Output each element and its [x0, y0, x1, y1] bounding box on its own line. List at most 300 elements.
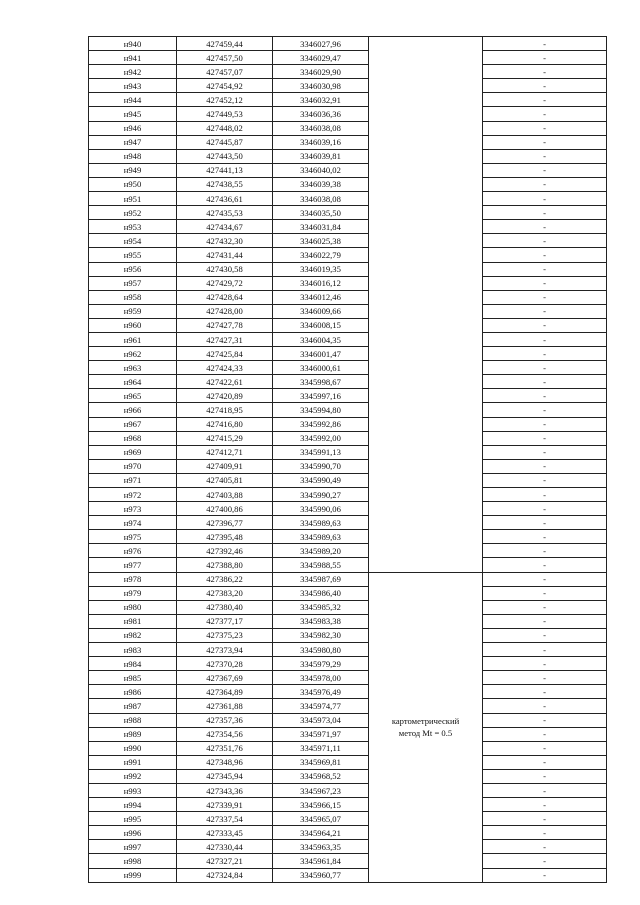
point-id-cell: н940: [89, 37, 177, 51]
x-coordinate-cell: 427403,88: [177, 488, 273, 502]
y-coordinate-cell: 3345991,13: [273, 445, 369, 459]
point-id-cell: н945: [89, 107, 177, 121]
error-value-cell: -: [483, 558, 607, 572]
x-coordinate-cell: 427357,36: [177, 713, 273, 727]
error-value-cell: -: [483, 572, 607, 586]
x-coordinate-cell: 427395,48: [177, 530, 273, 544]
table-row: [89, 502, 607, 516]
x-coordinate-cell: 427415,29: [177, 431, 273, 445]
point-id-cell: н993: [89, 783, 177, 797]
error-value-cell: -: [483, 107, 607, 121]
x-coordinate-cell: 427351,76: [177, 741, 273, 755]
x-coordinate-cell: 427367,69: [177, 671, 273, 685]
x-coordinate-cell: 427412,71: [177, 445, 273, 459]
error-value-cell: -: [483, 586, 607, 600]
y-coordinate-cell: 3345986,40: [273, 586, 369, 600]
y-coordinate-cell: 3345966,15: [273, 798, 369, 812]
y-coordinate-cell: 3346025,38: [273, 234, 369, 248]
y-coordinate-cell: 3345982,30: [273, 628, 369, 642]
point-id-cell: н942: [89, 65, 177, 79]
table-row: [89, 79, 607, 93]
table-row: [89, 290, 607, 304]
y-coordinate-cell: 3345965,07: [273, 812, 369, 826]
point-id-cell: н944: [89, 93, 177, 107]
point-id-cell: н973: [89, 502, 177, 516]
table-row: [89, 107, 607, 121]
point-id-cell: н989: [89, 727, 177, 741]
table-row: [89, 192, 607, 206]
y-coordinate-cell: 3345963,35: [273, 840, 369, 854]
table-row: [89, 544, 607, 558]
point-id-cell: н979: [89, 586, 177, 600]
table-row: [89, 276, 607, 290]
y-coordinate-cell: 3346035,50: [273, 206, 369, 220]
point-id-cell: н980: [89, 600, 177, 614]
x-coordinate-cell: 427428,00: [177, 304, 273, 318]
method-text-line: картометрический: [391, 716, 460, 727]
point-id-cell: н998: [89, 854, 177, 868]
y-coordinate-cell: 3346031,84: [273, 220, 369, 234]
y-coordinate-cell: 3345979,29: [273, 657, 369, 671]
y-coordinate-cell: 3345960,77: [273, 868, 369, 882]
point-id-cell: н970: [89, 459, 177, 473]
error-value-cell: -: [483, 812, 607, 826]
table-row: [89, 445, 607, 459]
y-coordinate-cell: 3346038,08: [273, 121, 369, 135]
x-coordinate-cell: 427343,36: [177, 783, 273, 797]
x-coordinate-cell: 427377,17: [177, 614, 273, 628]
coordinates-table-body: [89, 37, 607, 883]
y-coordinate-cell: 3346019,35: [273, 262, 369, 276]
error-value-cell: -: [483, 332, 607, 346]
y-coordinate-cell: 3345980,80: [273, 643, 369, 657]
x-coordinate-cell: 427427,31: [177, 332, 273, 346]
error-value-cell: -: [483, 121, 607, 135]
y-coordinate-cell: 3346022,79: [273, 248, 369, 262]
y-coordinate-cell: 3345990,70: [273, 459, 369, 473]
x-coordinate-cell: 427445,87: [177, 135, 273, 149]
error-value-cell: -: [483, 643, 607, 657]
x-coordinate-cell: 427422,61: [177, 375, 273, 389]
y-coordinate-cell: 3345968,52: [273, 769, 369, 783]
x-coordinate-cell: 427392,46: [177, 544, 273, 558]
error-value-cell: -: [483, 431, 607, 445]
point-id-cell: н981: [89, 614, 177, 628]
table-row: [89, 121, 607, 135]
error-value-cell: -: [483, 403, 607, 417]
point-id-cell: н959: [89, 304, 177, 318]
error-value-cell: -: [483, 93, 607, 107]
x-coordinate-cell: 427436,61: [177, 192, 273, 206]
x-coordinate-cell: 427459,44: [177, 37, 273, 51]
y-coordinate-cell: 3345961,84: [273, 854, 369, 868]
y-coordinate-cell: 3345964,21: [273, 826, 369, 840]
error-value-cell: -: [483, 276, 607, 290]
error-value-cell: -: [483, 699, 607, 713]
point-id-cell: н999: [89, 868, 177, 882]
error-value-cell: -: [483, 727, 607, 741]
y-coordinate-cell: 3345990,06: [273, 502, 369, 516]
y-coordinate-cell: 3346038,08: [273, 192, 369, 206]
error-value-cell: -: [483, 220, 607, 234]
y-coordinate-cell: 3346032,91: [273, 93, 369, 107]
table-row: [89, 375, 607, 389]
point-id-cell: н977: [89, 558, 177, 572]
y-coordinate-cell: 3345989,20: [273, 544, 369, 558]
table-row: [89, 671, 607, 685]
point-id-cell: н957: [89, 276, 177, 290]
y-coordinate-cell: 3346039,38: [273, 177, 369, 191]
table-row: [89, 361, 607, 375]
error-value-cell: -: [483, 304, 607, 318]
y-coordinate-cell: 3345988,55: [273, 558, 369, 572]
table-row: [89, 840, 607, 854]
point-id-cell: н996: [89, 826, 177, 840]
point-id-cell: н987: [89, 699, 177, 713]
y-coordinate-cell: 3346029,90: [273, 65, 369, 79]
error-value-cell: -: [483, 417, 607, 431]
y-coordinate-cell: 3346009,66: [273, 304, 369, 318]
error-value-cell: -: [483, 798, 607, 812]
table-row: [89, 643, 607, 657]
table-row: [89, 798, 607, 812]
error-value-cell: -: [483, 192, 607, 206]
point-id-cell: н963: [89, 361, 177, 375]
y-coordinate-cell: 3346001,47: [273, 347, 369, 361]
point-id-cell: н972: [89, 488, 177, 502]
x-coordinate-cell: 427373,94: [177, 643, 273, 657]
y-coordinate-cell: 3346004,35: [273, 332, 369, 346]
point-id-cell: н966: [89, 403, 177, 417]
method-text-line: метод Mt = 0.5: [398, 728, 453, 739]
point-id-cell: н985: [89, 671, 177, 685]
error-value-cell: -: [483, 361, 607, 375]
point-id-cell: н946: [89, 121, 177, 135]
x-coordinate-cell: 427434,67: [177, 220, 273, 234]
table-row: [89, 657, 607, 671]
error-value-cell: -: [483, 502, 607, 516]
table-row: [89, 51, 607, 65]
y-coordinate-cell: 3346016,12: [273, 276, 369, 290]
point-id-cell: н983: [89, 643, 177, 657]
x-coordinate-cell: 427327,21: [177, 854, 273, 868]
point-id-cell: н948: [89, 149, 177, 163]
x-coordinate-cell: 427388,80: [177, 558, 273, 572]
table-row: [89, 417, 607, 431]
y-coordinate-cell: 3345971,97: [273, 727, 369, 741]
error-value-cell: -: [483, 65, 607, 79]
x-coordinate-cell: 427361,88: [177, 699, 273, 713]
error-value-cell: -: [483, 290, 607, 304]
coordinates-table: [88, 36, 607, 883]
point-id-cell: н941: [89, 51, 177, 65]
x-coordinate-cell: 427424,33: [177, 361, 273, 375]
point-id-cell: н994: [89, 798, 177, 812]
y-coordinate-cell: 3346027,96: [273, 37, 369, 51]
table-row: [89, 530, 607, 544]
table-row: [89, 220, 607, 234]
error-value-cell: -: [483, 783, 607, 797]
y-coordinate-cell: 3346036,36: [273, 107, 369, 121]
y-coordinate-cell: 3345992,86: [273, 417, 369, 431]
point-id-cell: н950: [89, 177, 177, 191]
point-id-cell: н965: [89, 389, 177, 403]
table-row: [89, 93, 607, 107]
error-value-cell: -: [483, 868, 607, 882]
x-coordinate-cell: 427345,94: [177, 769, 273, 783]
table-row: [89, 614, 607, 628]
error-value-cell: -: [483, 741, 607, 755]
y-coordinate-cell: 3345985,32: [273, 600, 369, 614]
x-coordinate-cell: 427420,89: [177, 389, 273, 403]
table-row: [89, 389, 607, 403]
error-value-cell: -: [483, 262, 607, 276]
error-value-cell: -: [483, 459, 607, 473]
table-row: [89, 149, 607, 163]
y-coordinate-cell: 3346039,81: [273, 149, 369, 163]
x-coordinate-cell: 427443,50: [177, 149, 273, 163]
y-coordinate-cell: 3345990,49: [273, 473, 369, 487]
x-coordinate-cell: 427333,45: [177, 826, 273, 840]
table-row: [89, 769, 607, 783]
y-coordinate-cell: 3345987,69: [273, 572, 369, 586]
x-coordinate-cell: 427429,72: [177, 276, 273, 290]
point-id-cell: н986: [89, 685, 177, 699]
point-id-cell: н969: [89, 445, 177, 459]
y-coordinate-cell: 3346039,16: [273, 135, 369, 149]
point-id-cell: н995: [89, 812, 177, 826]
error-value-cell: -: [483, 516, 607, 530]
error-value-cell: -: [483, 473, 607, 487]
point-id-cell: н992: [89, 769, 177, 783]
point-id-cell: н958: [89, 290, 177, 304]
table-row: [89, 755, 607, 769]
x-coordinate-cell: 427396,77: [177, 516, 273, 530]
x-coordinate-cell: 427348,96: [177, 755, 273, 769]
point-id-cell: н984: [89, 657, 177, 671]
x-coordinate-cell: 427386,22: [177, 572, 273, 586]
table-row: [89, 699, 607, 713]
y-coordinate-cell: 3345997,16: [273, 389, 369, 403]
error-value-cell: -: [483, 163, 607, 177]
error-value-cell: -: [483, 206, 607, 220]
table-row: [89, 332, 607, 346]
x-coordinate-cell: 427364,89: [177, 685, 273, 699]
point-id-cell: н976: [89, 544, 177, 558]
x-coordinate-cell: 427427,78: [177, 318, 273, 332]
x-coordinate-cell: 427431,44: [177, 248, 273, 262]
table-row: [89, 135, 607, 149]
table-row: [89, 516, 607, 530]
point-id-cell: н991: [89, 755, 177, 769]
error-value-cell: -: [483, 234, 607, 248]
table-row: [89, 206, 607, 220]
x-coordinate-cell: 427354,56: [177, 727, 273, 741]
y-coordinate-cell: 3345994,80: [273, 403, 369, 417]
table-row: [89, 318, 607, 332]
point-id-cell: н961: [89, 332, 177, 346]
table-row: [89, 741, 607, 755]
x-coordinate-cell: 427452,12: [177, 93, 273, 107]
x-coordinate-cell: 427435,53: [177, 206, 273, 220]
x-coordinate-cell: 427457,50: [177, 51, 273, 65]
table-row: [89, 248, 607, 262]
error-value-cell: -: [483, 755, 607, 769]
point-id-cell: н971: [89, 473, 177, 487]
y-coordinate-cell: 3345973,04: [273, 713, 369, 727]
x-coordinate-cell: 427425,84: [177, 347, 273, 361]
table-row: [89, 600, 607, 614]
point-id-cell: н956: [89, 262, 177, 276]
error-value-cell: -: [483, 149, 607, 163]
error-value-cell: -: [483, 769, 607, 783]
table-row: [89, 685, 607, 699]
x-coordinate-cell: 427330,44: [177, 840, 273, 854]
point-id-cell: н962: [89, 347, 177, 361]
table-row: [89, 826, 607, 840]
table-row: [89, 783, 607, 797]
y-coordinate-cell: 3345998,67: [273, 375, 369, 389]
table-row: [89, 304, 607, 318]
x-coordinate-cell: 427337,54: [177, 812, 273, 826]
y-coordinate-cell: 3345990,27: [273, 488, 369, 502]
point-id-cell: н949: [89, 163, 177, 177]
table-row: [89, 868, 607, 882]
point-id-cell: н947: [89, 135, 177, 149]
method-cell: [369, 572, 483, 882]
table-row: [89, 262, 607, 276]
y-coordinate-cell: 3345974,77: [273, 699, 369, 713]
table-row: [89, 347, 607, 361]
x-coordinate-cell: 427457,07: [177, 65, 273, 79]
table-row: [89, 234, 607, 248]
y-coordinate-cell: 3345989,63: [273, 530, 369, 544]
x-coordinate-cell: 427428,64: [177, 290, 273, 304]
x-coordinate-cell: 427339,91: [177, 798, 273, 812]
error-value-cell: -: [483, 375, 607, 389]
table-row: [89, 37, 607, 51]
point-id-cell: н974: [89, 516, 177, 530]
x-coordinate-cell: 427416,80: [177, 417, 273, 431]
x-coordinate-cell: 427448,02: [177, 121, 273, 135]
error-value-cell: -: [483, 544, 607, 558]
method-cell-blank: [369, 37, 483, 573]
table-row: [89, 459, 607, 473]
point-id-cell: н953: [89, 220, 177, 234]
x-coordinate-cell: 427454,92: [177, 79, 273, 93]
error-value-cell: -: [483, 840, 607, 854]
table-row: [89, 713, 607, 727]
x-coordinate-cell: 427430,58: [177, 262, 273, 276]
error-value-cell: -: [483, 37, 607, 51]
error-value-cell: -: [483, 685, 607, 699]
table-row: [89, 431, 607, 445]
error-value-cell: -: [483, 51, 607, 65]
point-id-cell: н955: [89, 248, 177, 262]
point-id-cell: н982: [89, 628, 177, 642]
table-row: [89, 163, 607, 177]
table-row: [89, 572, 607, 586]
y-coordinate-cell: 3346008,15: [273, 318, 369, 332]
point-id-cell: н960: [89, 318, 177, 332]
point-id-cell: н997: [89, 840, 177, 854]
error-value-cell: -: [483, 248, 607, 262]
error-value-cell: -: [483, 530, 607, 544]
y-coordinate-cell: 3345976,49: [273, 685, 369, 699]
y-coordinate-cell: 3346012,46: [273, 290, 369, 304]
error-value-cell: -: [483, 79, 607, 93]
point-id-cell: н978: [89, 572, 177, 586]
y-coordinate-cell: 3346030,98: [273, 79, 369, 93]
point-id-cell: н990: [89, 741, 177, 755]
x-coordinate-cell: 427324,84: [177, 868, 273, 882]
point-id-cell: н951: [89, 192, 177, 206]
point-id-cell: н968: [89, 431, 177, 445]
table-row: [89, 177, 607, 191]
error-value-cell: -: [483, 347, 607, 361]
table-row: [89, 65, 607, 79]
point-id-cell: н988: [89, 713, 177, 727]
table-row: [89, 558, 607, 572]
error-value-cell: -: [483, 318, 607, 332]
error-value-cell: -: [483, 826, 607, 840]
x-coordinate-cell: 427418,95: [177, 403, 273, 417]
y-coordinate-cell: 3345992,00: [273, 431, 369, 445]
point-id-cell: н975: [89, 530, 177, 544]
point-id-cell: н967: [89, 417, 177, 431]
x-coordinate-cell: 427432,30: [177, 234, 273, 248]
y-coordinate-cell: 3345971,11: [273, 741, 369, 755]
y-coordinate-cell: 3345989,63: [273, 516, 369, 530]
error-value-cell: -: [483, 600, 607, 614]
error-value-cell: -: [483, 614, 607, 628]
error-value-cell: -: [483, 671, 607, 685]
error-value-cell: -: [483, 445, 607, 459]
y-coordinate-cell: 3346040,02: [273, 163, 369, 177]
y-coordinate-cell: 3346000,61: [273, 361, 369, 375]
point-id-cell: н943: [89, 79, 177, 93]
x-coordinate-cell: 427438,55: [177, 177, 273, 191]
y-coordinate-cell: 3345983,38: [273, 614, 369, 628]
x-coordinate-cell: 427400,86: [177, 502, 273, 516]
x-coordinate-cell: 427409,91: [177, 459, 273, 473]
error-value-cell: -: [483, 854, 607, 868]
point-id-cell: н954: [89, 234, 177, 248]
error-value-cell: -: [483, 713, 607, 727]
x-coordinate-cell: 427405,81: [177, 473, 273, 487]
point-id-cell: н964: [89, 375, 177, 389]
y-coordinate-cell: 3345978,00: [273, 671, 369, 685]
table-row: [89, 473, 607, 487]
error-value-cell: -: [483, 657, 607, 671]
x-coordinate-cell: 427383,20: [177, 586, 273, 600]
error-value-cell: -: [483, 488, 607, 502]
x-coordinate-cell: 427380,40: [177, 600, 273, 614]
error-value-cell: -: [483, 389, 607, 403]
error-value-cell: -: [483, 628, 607, 642]
y-coordinate-cell: 3346029,47: [273, 51, 369, 65]
point-id-cell: н952: [89, 206, 177, 220]
x-coordinate-cell: 427375,23: [177, 628, 273, 642]
y-coordinate-cell: 3345967,23: [273, 783, 369, 797]
table-row: [89, 812, 607, 826]
table-row: [89, 586, 607, 600]
table-row: [89, 628, 607, 642]
error-value-cell: -: [483, 135, 607, 149]
error-value-cell: -: [483, 177, 607, 191]
x-coordinate-cell: 427441,13: [177, 163, 273, 177]
table-row: [89, 488, 607, 502]
